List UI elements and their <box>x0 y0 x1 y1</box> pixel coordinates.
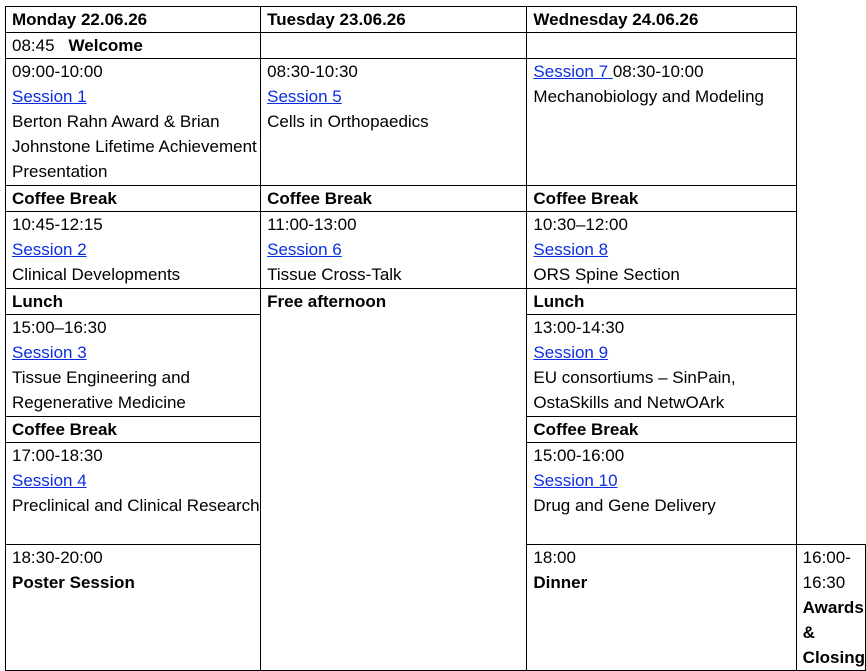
session-7-link[interactable]: Session 7 <box>533 62 609 81</box>
session-9-link[interactable]: Session 9 <box>533 343 609 362</box>
coffee-break-row-1 <box>6 186 866 212</box>
morning-session-row <box>6 59 866 186</box>
welcome-row <box>6 33 866 59</box>
session-7-title: Mechanobiology and Modeling <box>533 87 765 106</box>
coffee-break-monday-2: Coffee Break <box>6 417 261 443</box>
session-4-link[interactable]: Session 4 <box>12 471 87 490</box>
session-5-title: Cells in Orthopaedics <box>267 112 429 131</box>
session-3-cell <box>6 315 261 417</box>
session-1-time: 09:00-10:00 <box>12 62 103 81</box>
midday-session-row <box>6 212 866 289</box>
poster-session-label: Poster Session <box>12 573 135 592</box>
session-9-cell <box>527 315 796 417</box>
session-10-link[interactable]: Session 10 <box>533 471 618 490</box>
awards-closing-label: Awards & Closing <box>802 598 866 667</box>
session-9-time: 13:00-14:30 <box>533 318 625 337</box>
lunch-monday: Lunch <box>6 289 261 315</box>
header-row <box>6 7 866 33</box>
dinner-label: Dinner <box>533 573 588 592</box>
session-4-title: Preclinical and Clinical Research <box>12 496 260 515</box>
session-8-cell <box>527 212 796 289</box>
session-2-time: 10:45-12:15 <box>12 215 103 234</box>
session-10-cell <box>527 443 796 545</box>
day-header-wednesday: Wednesday 24.06.26 <box>527 7 796 33</box>
coffee-break-tuesday-1: Coffee Break <box>261 186 527 212</box>
dinner-time: 18:00 <box>533 548 576 567</box>
session-10-time: 15:00-16:00 <box>533 446 625 465</box>
awards-closing-time: 16:00-16:30 <box>802 548 851 592</box>
poster-session-cell <box>6 545 261 671</box>
session-3-title: Tissue Engineering and Regenerative Medicine <box>12 368 190 412</box>
coffee-break-monday-1: Coffee Break <box>6 186 261 212</box>
welcome-cell <box>6 33 261 59</box>
session-6-time: 11:00-13:00 <box>267 215 357 234</box>
welcome-label: Welcome <box>68 36 143 55</box>
schedule-table <box>5 6 866 671</box>
session-5-link[interactable]: Session 5 <box>267 87 342 106</box>
welcome-time: 08:45 <box>12 36 55 55</box>
day-header-tuesday: Tuesday 23.06.26 <box>261 7 527 33</box>
empty-cell-wednesday-welcome <box>527 33 796 59</box>
dinner-cell <box>527 545 796 671</box>
coffee-break-wednesday-1: Coffee Break <box>527 186 796 212</box>
session-4-cell <box>6 443 261 545</box>
session-6-link[interactable]: Session 6 <box>267 240 342 259</box>
free-afternoon-cell: Free afternoon <box>261 289 527 671</box>
session-7-time: 08:30-10:00 <box>612 62 704 81</box>
session-10-title: Drug and Gene Delivery <box>533 496 716 515</box>
session-8-title: ORS Spine Section <box>533 265 680 284</box>
session-6-cell <box>261 212 527 289</box>
lunch-wednesday: Lunch <box>527 289 796 315</box>
session-8-time: 10:30–12:00 <box>533 215 628 234</box>
empty-cell-tuesday-welcome <box>261 33 527 59</box>
session-1-title: Berton Rahn Award & Brian Johnstone Lifetime Achievement Presentation <box>12 112 257 181</box>
session-8-link[interactable]: Session 8 <box>533 240 609 259</box>
session-9-title: EU consortiums – SinPain, OstaSkills and NetwOArk <box>533 368 736 412</box>
session-3-link[interactable]: Session 3 <box>12 343 87 362</box>
session-2-cell <box>6 212 261 289</box>
session-4-time: 17:00-18:30 <box>12 446 103 465</box>
session-2-link[interactable]: Session 2 <box>12 240 87 259</box>
session-5-cell <box>261 59 527 186</box>
poster-session-time: 18:30-20:00 <box>12 548 103 567</box>
session-5-time: 08:30-10:30 <box>267 62 358 81</box>
awards-closing-cell <box>796 545 865 671</box>
coffee-break-wednesday-2: Coffee Break <box>527 417 796 443</box>
session-6-title: Tissue Cross-Talk <box>267 265 402 284</box>
day-header-monday: Monday 22.06.26 <box>6 7 261 33</box>
lunch-row <box>6 289 866 315</box>
session-3-time: 15:00–16:30 <box>12 318 107 337</box>
session-1-cell <box>6 59 261 186</box>
session-1-link[interactable]: Session 1 <box>12 87 87 106</box>
session-2-title: Clinical Developments <box>12 265 181 284</box>
session-7-cell <box>527 59 796 186</box>
